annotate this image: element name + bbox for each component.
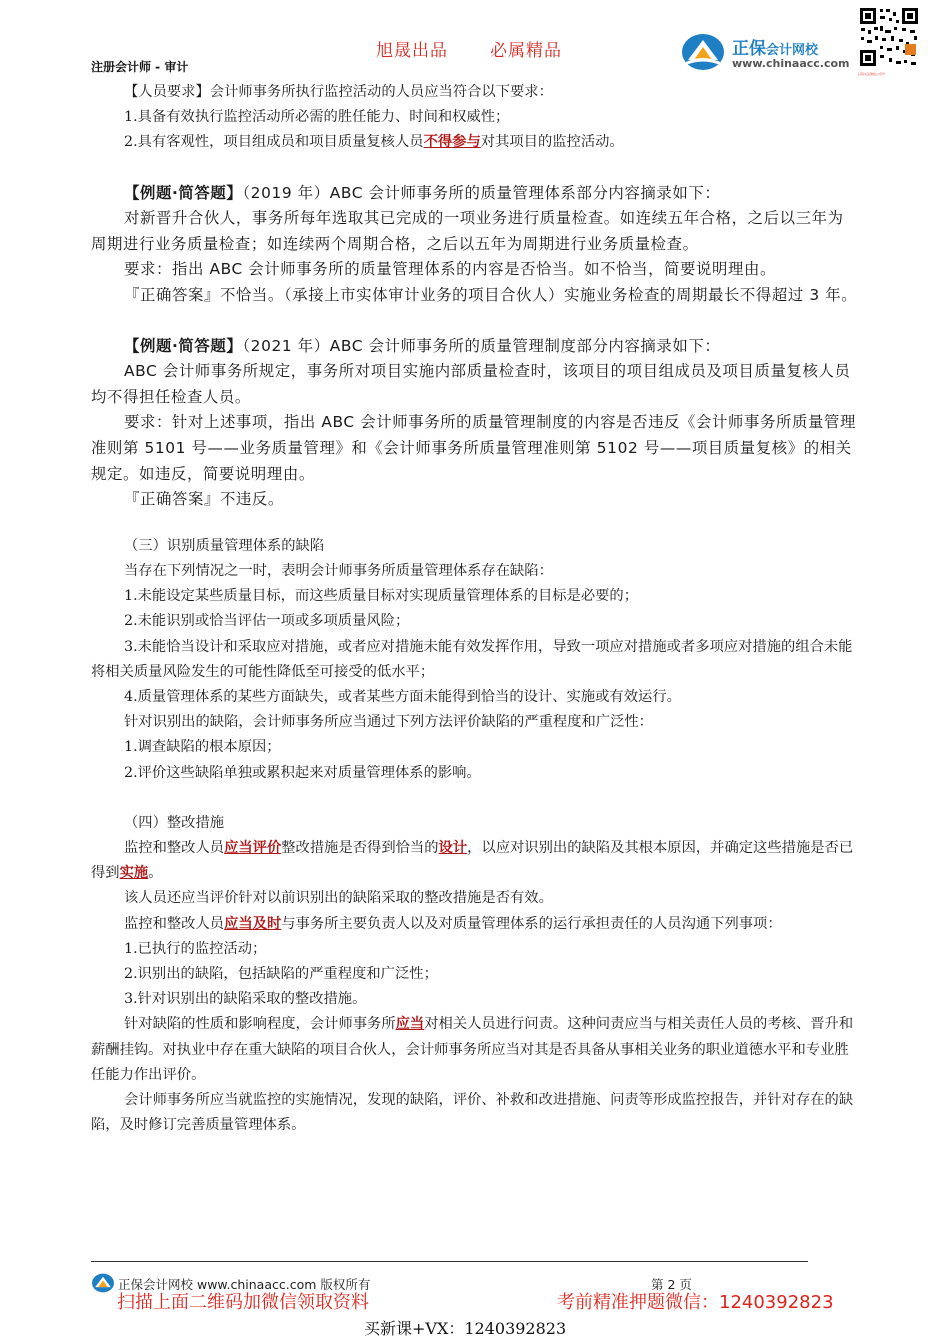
page-number: 第 2 页 <box>651 1277 692 1292</box>
emphasis-should-evaluate: 应当评价 <box>224 839 282 856</box>
spacer <box>91 156 859 181</box>
example-2-answer: 『正确答案』不违反。 <box>124 490 284 509</box>
logo-url: www.chinaacc.com <box>732 57 850 70</box>
paragraph-personnel-requirement: 【人员要求】会计师事务所执行监控活动的人员应当符合以下要求： <box>124 84 553 100</box>
section-3-title: （三）识别质量管理体系的缺陷 <box>124 537 325 554</box>
example-1-heading: 【例题·简答题】（2019 年）ABC 会计师事务所的质量管理体系部分内容摘录如下： <box>124 183 721 202</box>
section-4-paragraph-2: 该人员还应当评价针对以前识别出的缺陷采取的整改措施是否有效。 <box>124 890 553 907</box>
document-body <box>91 80 859 1138</box>
logo-mark-icon <box>680 32 726 72</box>
slogan-left: 旭晟出品 <box>376 41 448 61</box>
footer-promo-right: 考前精准押题微信：1240392823 <box>557 1292 834 1313</box>
example-2-heading: 【例题·简答题】（2021 年）ABC 会计师事务所的质量管理制度部分内容摘录如下： <box>124 336 721 355</box>
list-item: 1.未能设定某些质量目标，而这些质量目标对实现质量管理体系的目标是必要的； <box>124 588 639 605</box>
qr-code-icon <box>858 6 920 68</box>
footer-copyright: 正保会计网校 www.chinaacc.com 版权所有 <box>118 1277 371 1292</box>
example-1-answer: 『正确答案』不恰当。（承接上市实体审计业务的项目合伙人）实施业务检查的周期最长不得超过 3 年。 <box>124 285 858 304</box>
emphasis-design: 设计 <box>438 839 468 856</box>
chinaacc-logo[interactable] <box>680 30 855 74</box>
header-subject: 注册会计师 - 审计 <box>91 60 189 74</box>
example-2-requirement: 要求：针对上述事项，指出 ABC 会计师事务所的质量管理制度的内容是否违反《会计师事务所质量管理准则第 5101 号——业务质量管理》和《会计师事务所质量管理准则第 5102 号——项目质量复核》的相关规定。如违反，简要说明理由。 <box>91 413 856 483</box>
spacer <box>91 513 859 534</box>
footer-divider <box>91 1261 808 1262</box>
list-item: 1.已执行的监控活动； <box>124 940 267 957</box>
paragraph-requirement-2: 2.具有客观性，项目组成员和项目质量复核人员不得参与对其项目的监控活动。 <box>124 134 624 151</box>
list-item: 1.调查缺陷的根本原因； <box>124 739 281 756</box>
example-1-body: 对新晋升合伙人，事务所每年选取其已完成的一项业务进行质量检查。如连续五年合格，之后以三年为周期进行业务质量检查；如连续两个周期合格，之后以五年为周期进行业务质量检查。 <box>91 209 844 253</box>
section-4-paragraph-5: 会计师事务所应当就监控的实施情况，发现的缺陷，评价、补救和改进措施、问责等形成监控报告，并针对存在的缺陷，及时修订完善质量管理体系。 <box>91 1092 854 1134</box>
qr-caption: 扫码关注微信公众号 <box>858 72 886 76</box>
list-item: 3.针对识别出的缺陷采取的整改措施。 <box>124 991 367 1008</box>
footer-logo-icon <box>91 1272 115 1294</box>
list-item: 3.未能恰当设计和采取应对措施，或者应对措施未能有效发挥作用，导致一项应对措施或者多项应对措施的组合未能将相关质量风险发生的可能性降低至可接受的低水平； <box>91 638 853 680</box>
list-item: 2.识别出的缺陷，包括缺陷的严重程度和广泛性； <box>124 965 438 982</box>
section-4-paragraph-3: 监控和整改人员应当及时与事务所主要负责人以及对质量管理体系的运行承担责任的人员沟通下列事项： <box>124 915 782 932</box>
section-4-title: （四）整改措施 <box>124 814 225 831</box>
logo-name: 正保会计网校 <box>732 39 819 59</box>
emphasis-timely: 应当及时 <box>224 915 282 932</box>
qr-code[interactable] <box>858 6 920 86</box>
list-item: 2.评价这些缺陷单独或累积起来对质量管理体系的影响。 <box>124 764 481 781</box>
footer-promo-left: 扫描上面二维码加微信领取资料 <box>117 1292 369 1313</box>
emphasis-implementation: 实施 <box>119 865 149 882</box>
example-1-requirement: 要求：指出 ABC 会计师事务所的质量管理体系的内容是否恰当。如不恰当，简要说明理由。 <box>124 260 776 279</box>
footer-buy-course: 买新课+VX：1240392823 <box>364 1319 567 1338</box>
list-item: 2.未能识别或恰当评估一项或多项质量风险； <box>124 613 410 630</box>
spacer <box>91 786 859 811</box>
header-slogan <box>376 36 562 61</box>
example-2-body: ABC 会计师事务所规定，事务所对项目实施内部质量检查时，该项目的项目组成员及项目质量复核人员均不得担任检查人员。 <box>91 362 851 406</box>
paragraph-requirement-1: 1.具备有效执行监控活动所必需的胜任能力、时间和权威性； <box>124 109 510 126</box>
emphasis-should: 应当 <box>395 1016 425 1033</box>
section-4-paragraph-1: 监控和整改人员应当评价整改措施是否得到恰当的设计，以应对识别出的缺陷及其根本原因，并确定这些措施是否已得到实施。 <box>91 839 854 882</box>
emphasis-not-participate: 不得参与 <box>423 134 481 151</box>
slogan-right: 必属精品 <box>490 41 562 61</box>
list-item: 4.质量管理体系的某些方面缺失，或者某些方面未能得到恰当的设计、实施或有效运行。 <box>124 688 681 705</box>
section-4-paragraph-4: 针对缺陷的性质和影响程度，会计师事务所应当对相关人员进行问责。这种问责应当与相关责任人员的考核、晋升和薪酬挂钩。对执业中存在重大缺陷的项目合伙人，会计师事务所应当对其是否具备从事相关业务的职业道德水平和专业胜任能力作出评价。 <box>91 1016 854 1083</box>
section-3-evaluation: 针对识别出的缺陷，会计师事务所应当通过下列方法评价缺陷的严重程度和广泛性： <box>124 714 653 731</box>
section-3-intro: 当存在下列情况之一时，表明会计师事务所质量管理体系存在缺陷： <box>124 562 553 579</box>
spacer <box>91 309 859 334</box>
